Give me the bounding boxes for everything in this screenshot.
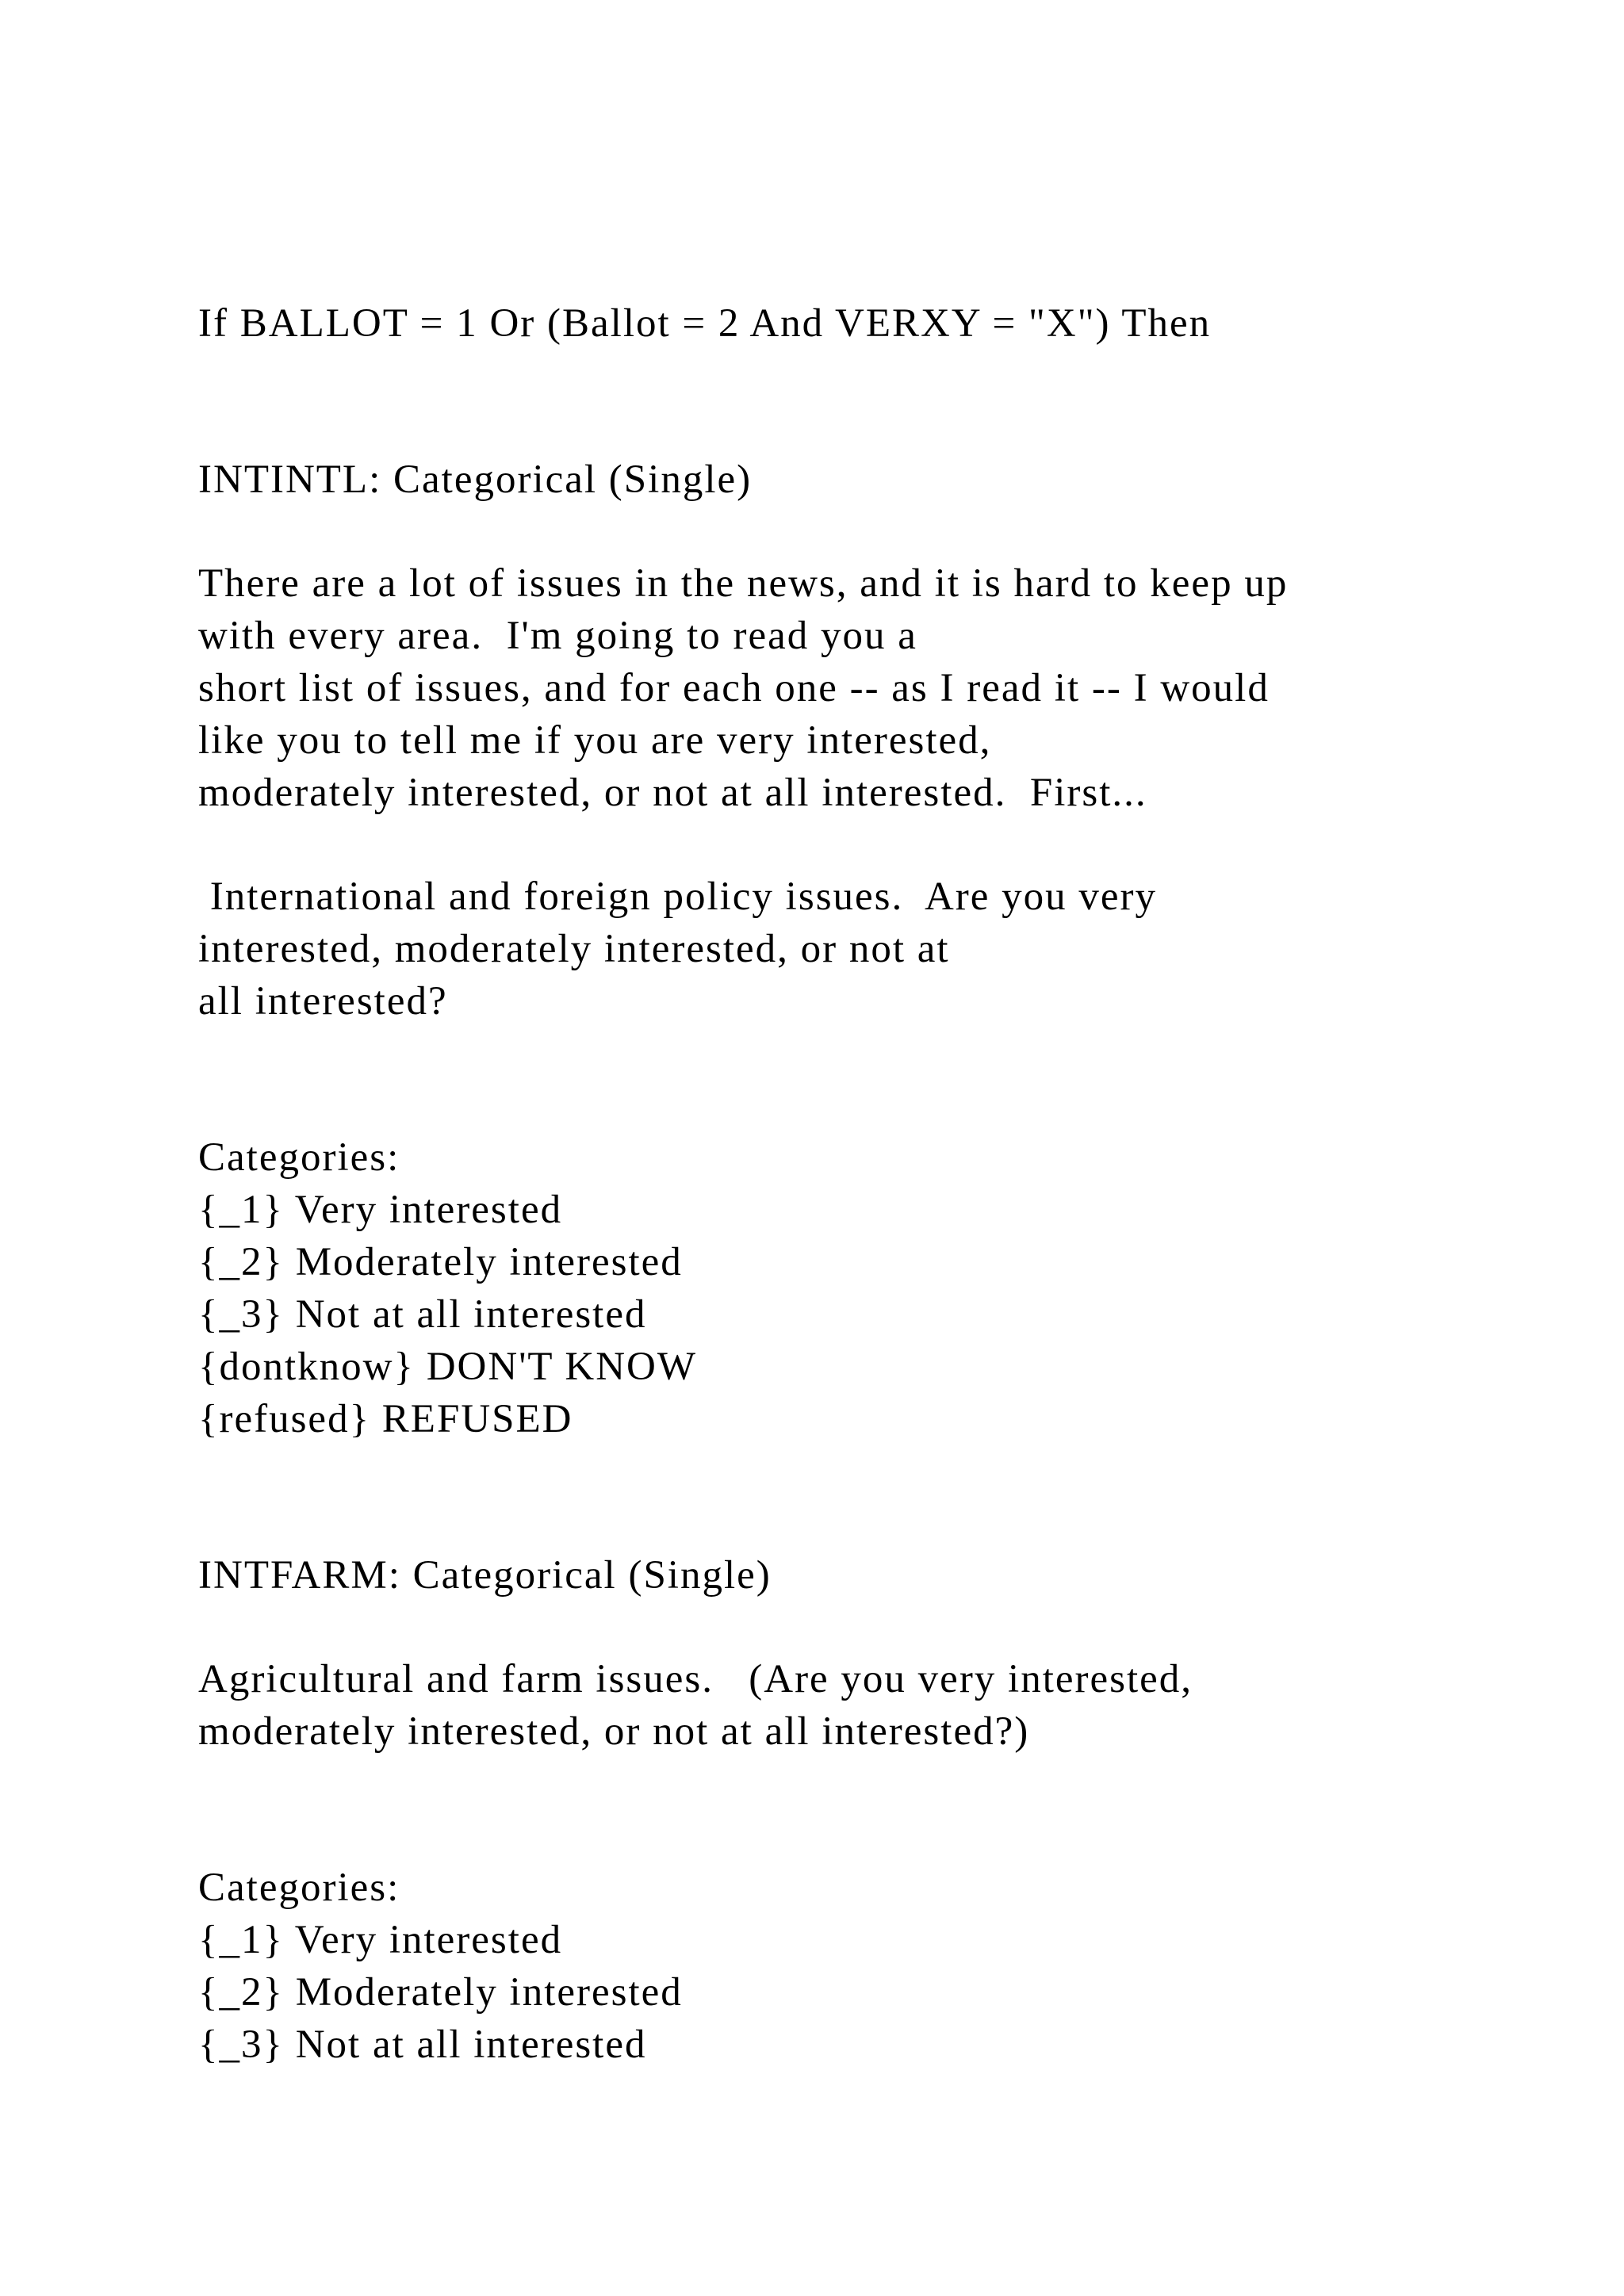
question-header-intfarm: INTFARM: Categorical (Single) <box>198 1553 772 1598</box>
intro-line-1: There are a lot of issues in the news, and it is hard to keep up <box>198 561 1289 606</box>
categories-label: Categories: <box>198 1135 400 1180</box>
category-item: {_2} Moderately interested <box>198 1240 683 1284</box>
intro-line-5: moderately interested, or not at all interested. First... <box>198 771 1147 815</box>
item-line-1: International and foreign policy issues. Are you very <box>198 874 1158 919</box>
item-line-1: Agricultural and farm issues. (Are you very interested, <box>198 1657 1193 1701</box>
categories-label: Categories: <box>198 1866 400 1910</box>
condition-line: If BALLOT = 1 Or (Ballot = 2 And VERXY = "X") Then <box>198 301 1212 346</box>
intro-line-2: with every area. I'm going to read you a <box>198 614 917 658</box>
item-line-3: all interested? <box>198 979 448 1024</box>
item-line-2: moderately interested, or not at all interested?) <box>198 1709 1030 1754</box>
category-item: {_3} Not at all interested <box>198 1292 647 1337</box>
question-header-intintl: INTINTL: Categorical (Single) <box>198 457 753 502</box>
item-line-2: interested, moderately interested, or not at <box>198 927 950 971</box>
category-item: {_1} Very interested <box>198 1918 563 1962</box>
category-item: {_1} Very interested <box>198 1188 563 1232</box>
intro-line-4: like you to tell me if you are very interested, <box>198 718 992 763</box>
category-item: {refused} REFUSED <box>198 1397 573 1441</box>
category-item: {dontknow} DON'T KNOW <box>198 1345 697 1389</box>
intro-line-3: short list of issues, and for each one -- as I read it -- I would <box>198 666 1270 710</box>
category-item: {_3} Not at all interested <box>198 2022 647 2067</box>
category-item: {_2} Moderately interested <box>198 1970 683 2015</box>
